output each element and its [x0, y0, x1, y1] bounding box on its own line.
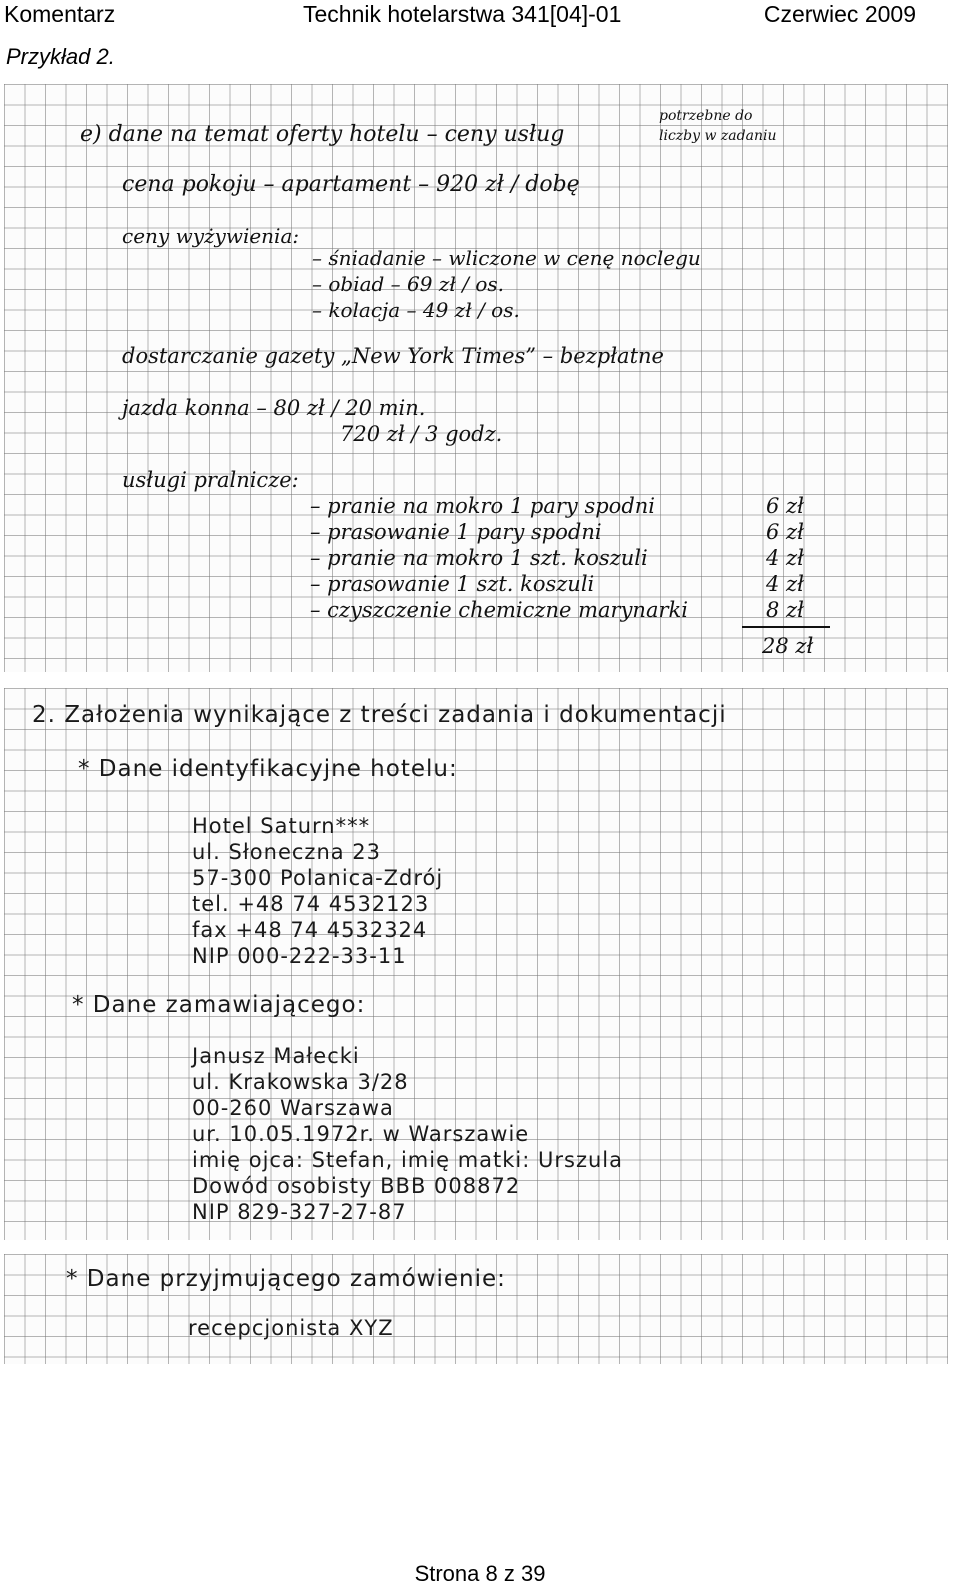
hotel-line: tel. +48 74 4532123 [192, 892, 430, 916]
service-line: – czyszczenie chemiczne marynarki [310, 598, 688, 622]
handwritten-line: ceny wyżywienia: [122, 224, 300, 248]
page-header [0, 0, 960, 28]
service-total: 28 zł [762, 634, 814, 658]
client-line: Janusz Małecki [192, 1044, 360, 1068]
hotel-line: Hotel Saturn*** [192, 814, 371, 838]
client-line: ur. 10.05.1972r. w Warszawie [192, 1122, 530, 1146]
header-right: Czerwiec 2009 [763, 1, 916, 27]
handwritten-line: cena pokoju – apartament – 920 zł / dobę [122, 172, 580, 197]
client-line: imię ojca: Stefan, imię matki: Urszula [192, 1148, 623, 1172]
example-label: Przykład 2. [6, 44, 115, 69]
service-line: – pranie na mokro 1 szt. koszuli [310, 546, 648, 570]
service-line: – prasowanie 1 pary spodni [310, 520, 602, 544]
handwritten-heading: 2. Założenia wynikające z treści zadania i dokumentacji [32, 702, 727, 728]
service-price: 4 zł [766, 572, 804, 596]
receiver-line: recepcjonista XYZ [188, 1316, 394, 1340]
client-line: 00-260 Warszawa [192, 1096, 394, 1120]
service-price: 8 zł [766, 598, 804, 622]
page-number: Strona 8 z 39 [414, 1561, 546, 1586]
header-center: Technik hotelarstwa 341[04]-01 [303, 1, 622, 27]
header-left: Komentarz [4, 1, 116, 27]
handwritten-section-title: * Dane identyfikacyjne hotelu: [78, 756, 458, 782]
handwritten-line: dostarczanie gazety „New York Times” – bezpłatne [122, 344, 664, 368]
handwritten-line: – śniadanie – wliczone w cenę noclegu [312, 246, 701, 270]
service-line: – pranie na mokro 1 pary spodni [310, 494, 656, 518]
handwritten-section-title: * Dane przyjmującego zamówienie: [66, 1266, 506, 1292]
hotel-line: 57-300 Polanica-Zdrój [192, 866, 444, 890]
hotel-line: NIP 000-222-33-11 [192, 944, 407, 968]
handwritten-note: liczby w zadaniu [659, 128, 777, 144]
handwritten-sheet-identification [4, 688, 948, 1240]
handwritten-line: e) dane na temat oferty hotelu – ceny usług [80, 122, 565, 147]
handwritten-section-title: * Dane zamawiającego: [72, 992, 366, 1018]
client-line: Dowód osobisty BBB 008872 [192, 1174, 521, 1198]
sum-rule [742, 626, 830, 628]
handwritten-line: jazda konna – 80 zł / 20 min. [122, 396, 426, 420]
hotel-line: ul. Słoneczna 23 [192, 840, 382, 864]
hotel-line: fax +48 74 4532324 [192, 918, 428, 942]
handwritten-line: – obiad – 69 zł / os. [312, 272, 504, 296]
handwritten-line: usługi pralnicze: [122, 468, 299, 492]
service-price: 6 zł [766, 494, 804, 518]
handwritten-line: 720 zł / 3 godz. [340, 422, 503, 446]
client-line: ul. Krakowska 3/28 [192, 1070, 409, 1094]
client-line: NIP 829-327-27-87 [192, 1200, 407, 1224]
handwritten-sheet-offer [4, 84, 948, 672]
service-line: – prasowanie 1 szt. koszuli [310, 572, 595, 596]
service-price: 4 zł [766, 546, 804, 570]
handwritten-note: potrzebne do [659, 108, 753, 124]
handwritten-line: – kolacja – 49 zł / os. [312, 298, 520, 322]
service-price: 6 zł [766, 520, 804, 544]
handwritten-sheet-receiver [4, 1254, 948, 1364]
